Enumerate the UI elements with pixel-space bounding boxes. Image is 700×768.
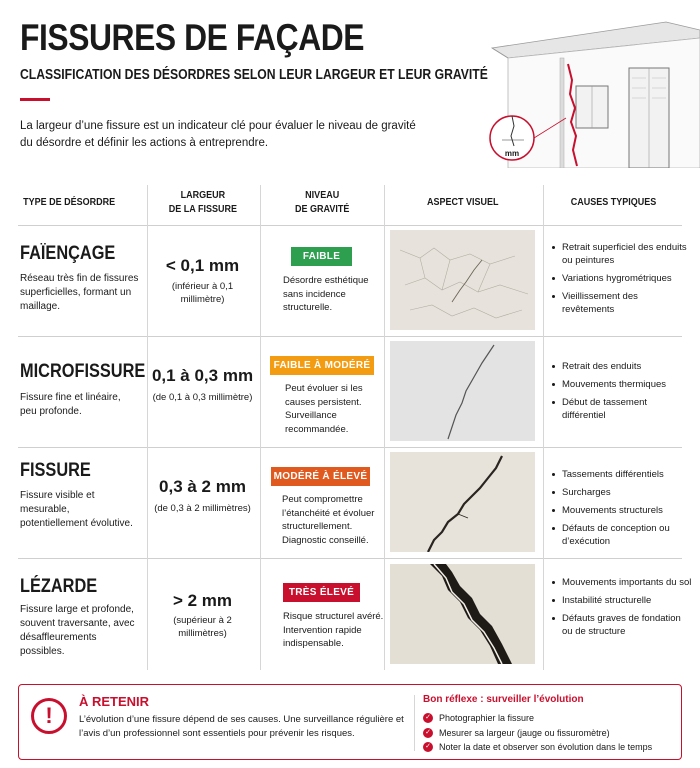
- crack-width-detail: (de 0,3 à 2 millimètres): [154, 503, 251, 514]
- alert-icon: !: [31, 698, 67, 734]
- causes-list: [552, 241, 692, 321]
- cause-item: Mouvements structurels: [552, 504, 692, 517]
- crack-width-detail: (inférieur à 0,1 millimètre): [171, 281, 234, 305]
- severity-description: Désordre esthétique sans incidence structurelle.: [283, 275, 369, 313]
- cause-item: Variations hygrométriques: [552, 272, 692, 285]
- row-title-faiencage: FAÏENÇAGE: [20, 243, 116, 264]
- crack-photo-faiencage: [390, 230, 535, 330]
- check-icon: ✓: [423, 728, 433, 738]
- cause-item: Retrait des enduits: [552, 360, 692, 373]
- crack-width: > 2 mm: [172, 591, 233, 610]
- severity-badge-very-high: TRÈS ÉLEVÉ: [283, 583, 360, 602]
- cause-item: Vieillissement des revêtements: [552, 290, 692, 316]
- title-divider: [20, 98, 50, 101]
- check-icon: ✓: [423, 713, 433, 723]
- column-header-width: [150, 183, 255, 223]
- severity-badge-low-moderate: FAIBLE À MODÉRÉ: [270, 356, 374, 375]
- page-subtitle: CLASSIFICATION DES DÉSORDRES SELON LEUR LARGEUR ET LEUR GRAVITÉ: [20, 67, 488, 83]
- checklist-item-label: Mesurer sa largeur (jauge ou fissuromètre): [439, 727, 610, 738]
- column-header-width-line2: DE LA FISSURE: [168, 204, 237, 215]
- checklist-item: [423, 712, 652, 724]
- check-icon: ✓: [423, 742, 433, 752]
- reflex-title: Bon réflexe : surveiller l’évolution: [423, 694, 584, 705]
- crack-width: < 0,1 mm: [165, 256, 240, 275]
- cause-item: Retrait superficiel des enduits ou peintures: [552, 241, 692, 267]
- retain-title: À RETENIR: [79, 694, 150, 709]
- column-divider: [147, 185, 148, 670]
- column-header-severity: [265, 183, 380, 223]
- page-title: FISSURES DE FAÇADE: [20, 17, 365, 58]
- row-description: Fissure fine et linéaire, peu profonde.: [20, 392, 121, 417]
- causes-list: [552, 576, 692, 643]
- row-divider: [18, 225, 682, 226]
- column-divider: [260, 185, 261, 670]
- column-header-causes-label: CAUSES TYPIQUES: [570, 197, 657, 208]
- crack-photo-fissure: [390, 452, 535, 552]
- row-description: Fissure visible et mesurable, potentiellement évolutive.: [20, 490, 133, 529]
- cause-item: Défauts graves de fondation ou de structure: [552, 612, 692, 638]
- row-divider: [18, 447, 682, 448]
- checklist-item: [423, 727, 652, 739]
- row-divider: [18, 558, 682, 559]
- column-header-visual-label: ASPECT VISUEL: [426, 197, 499, 208]
- crack-photo-microfissure: [390, 341, 535, 441]
- crack-width: 0,3 à 2 mm: [159, 477, 246, 496]
- cause-item: Tassements différentiels: [552, 468, 692, 481]
- row-title-lezarde: LÉZARDE: [20, 576, 98, 597]
- cause-item: Mouvements importants du sol: [552, 576, 692, 589]
- crack-width-detail: (de 0,1 à 0,3 millimètre): [152, 392, 253, 403]
- column-header-type: [18, 183, 143, 223]
- reflex-checklist: [423, 712, 652, 756]
- severity-badge-low: FAIBLE: [291, 247, 352, 266]
- column-header-severity-line1: NIVEAU: [305, 190, 340, 201]
- checklist-item-label: Photographier la fissure: [439, 713, 535, 723]
- retain-text: L’évolution d’une fissure dépend de ses causes. Une surveillance régulière et l’avis d’un professionnel sont essentiels pour prévenir les risques.: [79, 714, 404, 739]
- row-title-microfissure: MICROFISSURE: [20, 361, 146, 382]
- severity-description: Risque structurel avéré. Intervention rapide indispensable.: [283, 611, 384, 649]
- intro-text: La largeur d’une fissure est un indicateur clé pour évaluer le niveau de gravité du désordre et définir les actions à entreprendre.: [20, 120, 416, 149]
- causes-list: [552, 360, 692, 427]
- row-description: Fissure large et profonde, souvent traversante, avec désaffleurements possibles.: [20, 604, 135, 657]
- box-divider: [414, 695, 415, 751]
- column-divider: [543, 185, 544, 670]
- cause-item: Début de tassement différentiel: [552, 396, 692, 422]
- key-takeaway-box: [18, 684, 682, 760]
- crack-width-detail: (supérieur à 2 millimètres): [173, 615, 232, 639]
- row-description: Réseau très fin de fissures superficielles, formant un maillage.: [20, 273, 139, 312]
- illustration-unit-label: mm: [504, 149, 520, 158]
- row-divider: [18, 336, 682, 337]
- severity-badge-moderate-high: MODÉRÉ À ÉLEVÉ: [271, 467, 370, 486]
- checklist-item: [423, 741, 652, 753]
- cause-item: Instabilité structurelle: [552, 594, 692, 607]
- column-header-visual: [390, 183, 535, 223]
- crack-width: 0,1 à 0,3 mm: [151, 366, 254, 385]
- house-illustration: [478, 8, 700, 168]
- cause-item: Défauts de conception ou d’exécution: [552, 522, 692, 548]
- row-title-fissure: FISSURE: [20, 460, 91, 481]
- severity-description: Peut évoluer si les causes persistent. Surveillance recommandée.: [285, 383, 363, 435]
- severity-description: Peut compromettre l’étanchéité et évoluer structurellement. Diagnostic conseillé.: [282, 494, 375, 546]
- cause-item: Surcharges: [552, 486, 692, 499]
- column-header-causes: [545, 183, 682, 223]
- column-header-width-line1: LARGEUR: [180, 190, 225, 201]
- column-header-severity-line2: DE GRAVITÉ: [295, 204, 350, 215]
- causes-list: [552, 468, 692, 553]
- crack-photo-lezarde: [390, 564, 535, 664]
- column-header-type-label: TYPE DE DÉSORDRE: [23, 197, 116, 208]
- checklist-item-label: Noter la date et observer son évolution dans le temps: [439, 742, 653, 752]
- cause-item: Mouvements thermiques: [552, 378, 692, 391]
